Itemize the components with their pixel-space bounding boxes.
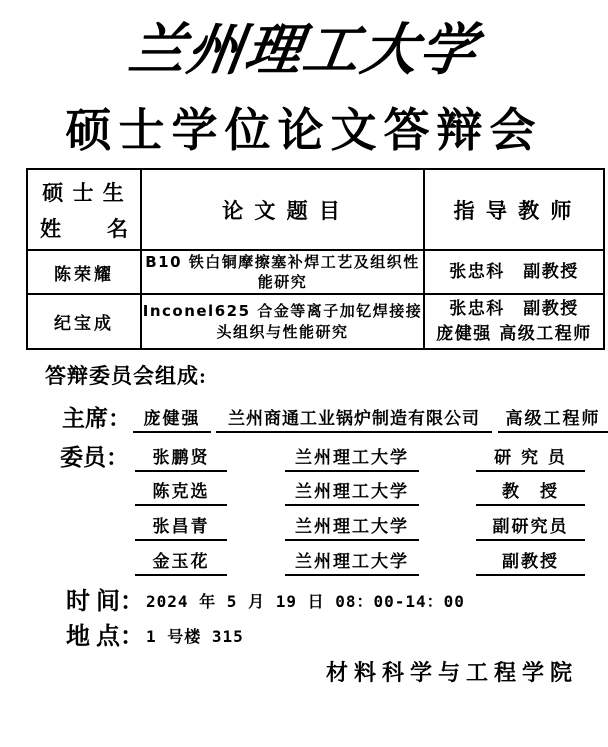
member-name: 张鹏贤 — [135, 443, 227, 472]
university-calligraphy-logo: 兰州理工大学 — [124, 20, 482, 82]
member-affiliation: 兰州理工大学 — [285, 477, 419, 506]
member-affiliation: 兰州理工大学 — [285, 512, 419, 541]
advisor-name-title: 张忠科 副教授 — [449, 298, 579, 319]
table-header-row — [27, 169, 604, 250]
advisor-cell — [424, 250, 604, 294]
committee-member-row — [60, 472, 590, 507]
student-header-line1: 硕 士 生 — [42, 180, 126, 205]
time-label: 时 间： — [66, 589, 144, 615]
chair-name: 庞健强 — [133, 404, 211, 433]
column-header-advisor: 指 导 教 师 — [424, 169, 604, 250]
table-row — [27, 294, 604, 349]
advisor-cell — [424, 294, 604, 349]
chair-title: 高级工程师 — [498, 404, 608, 433]
member-affiliation: 兰州理工大学 — [285, 443, 419, 472]
place-value: 1 号楼 315 — [146, 627, 244, 646]
place-label: 地 点： — [66, 624, 144, 650]
place-row — [66, 616, 244, 651]
student-header-char-xing: 姓 — [40, 216, 61, 241]
chair-affiliation: 兰州商通工业锅炉制造有限公司 — [216, 404, 492, 433]
member-title: 研 究 员 — [476, 443, 585, 472]
table-row — [27, 250, 604, 294]
member-name: 陈克选 — [135, 477, 227, 506]
member-title: 副研究员 — [476, 512, 585, 541]
column-header-thesis: 论 文 题 目 — [141, 169, 424, 250]
defense-info-table — [26, 168, 605, 350]
school-signature: 材料科学与工程学院 — [325, 660, 578, 685]
student-header-line2 — [28, 207, 140, 243]
student-header-char-ming: 名 — [107, 216, 128, 241]
member-affiliation: 兰州理工大学 — [285, 547, 419, 576]
thesis-title: Inconel625 合金等离子加钇焊接接头组织与性能研究 — [141, 294, 424, 349]
committee-members — [60, 437, 590, 576]
member-name: 张昌青 — [135, 512, 227, 541]
member-title: 副教授 — [476, 547, 585, 576]
member-name: 金玉花 — [135, 547, 227, 576]
student-name: 纪宝成 — [27, 294, 141, 349]
advisor-name-title: 张忠科 副教授 — [449, 261, 579, 282]
thesis-title: B10 铁白铜摩擦塞补焊工艺及组织性能研究 — [141, 250, 424, 294]
time-value: 2024 年 5 月 19 日 08：00-14：00 — [146, 592, 465, 611]
time-row — [66, 581, 465, 616]
student-header — [28, 177, 140, 243]
committee-member-row — [60, 437, 590, 472]
column-header-student — [27, 169, 141, 250]
committee-member-row — [60, 506, 590, 541]
members-label: 委员： — [60, 444, 129, 470]
committee-chair-row — [62, 400, 608, 433]
committee-member-row — [60, 541, 590, 576]
member-title: 教 授 — [476, 477, 585, 506]
student-name: 陈荣耀 — [27, 250, 141, 294]
committee-heading: 答辩委员会组成: — [45, 364, 207, 388]
advisor-name-title: 庞健强 高级工程师 — [436, 323, 592, 344]
page-title: 硕士学位论文答辩会 — [65, 105, 543, 156]
chair-label: 主席： — [62, 406, 131, 431]
